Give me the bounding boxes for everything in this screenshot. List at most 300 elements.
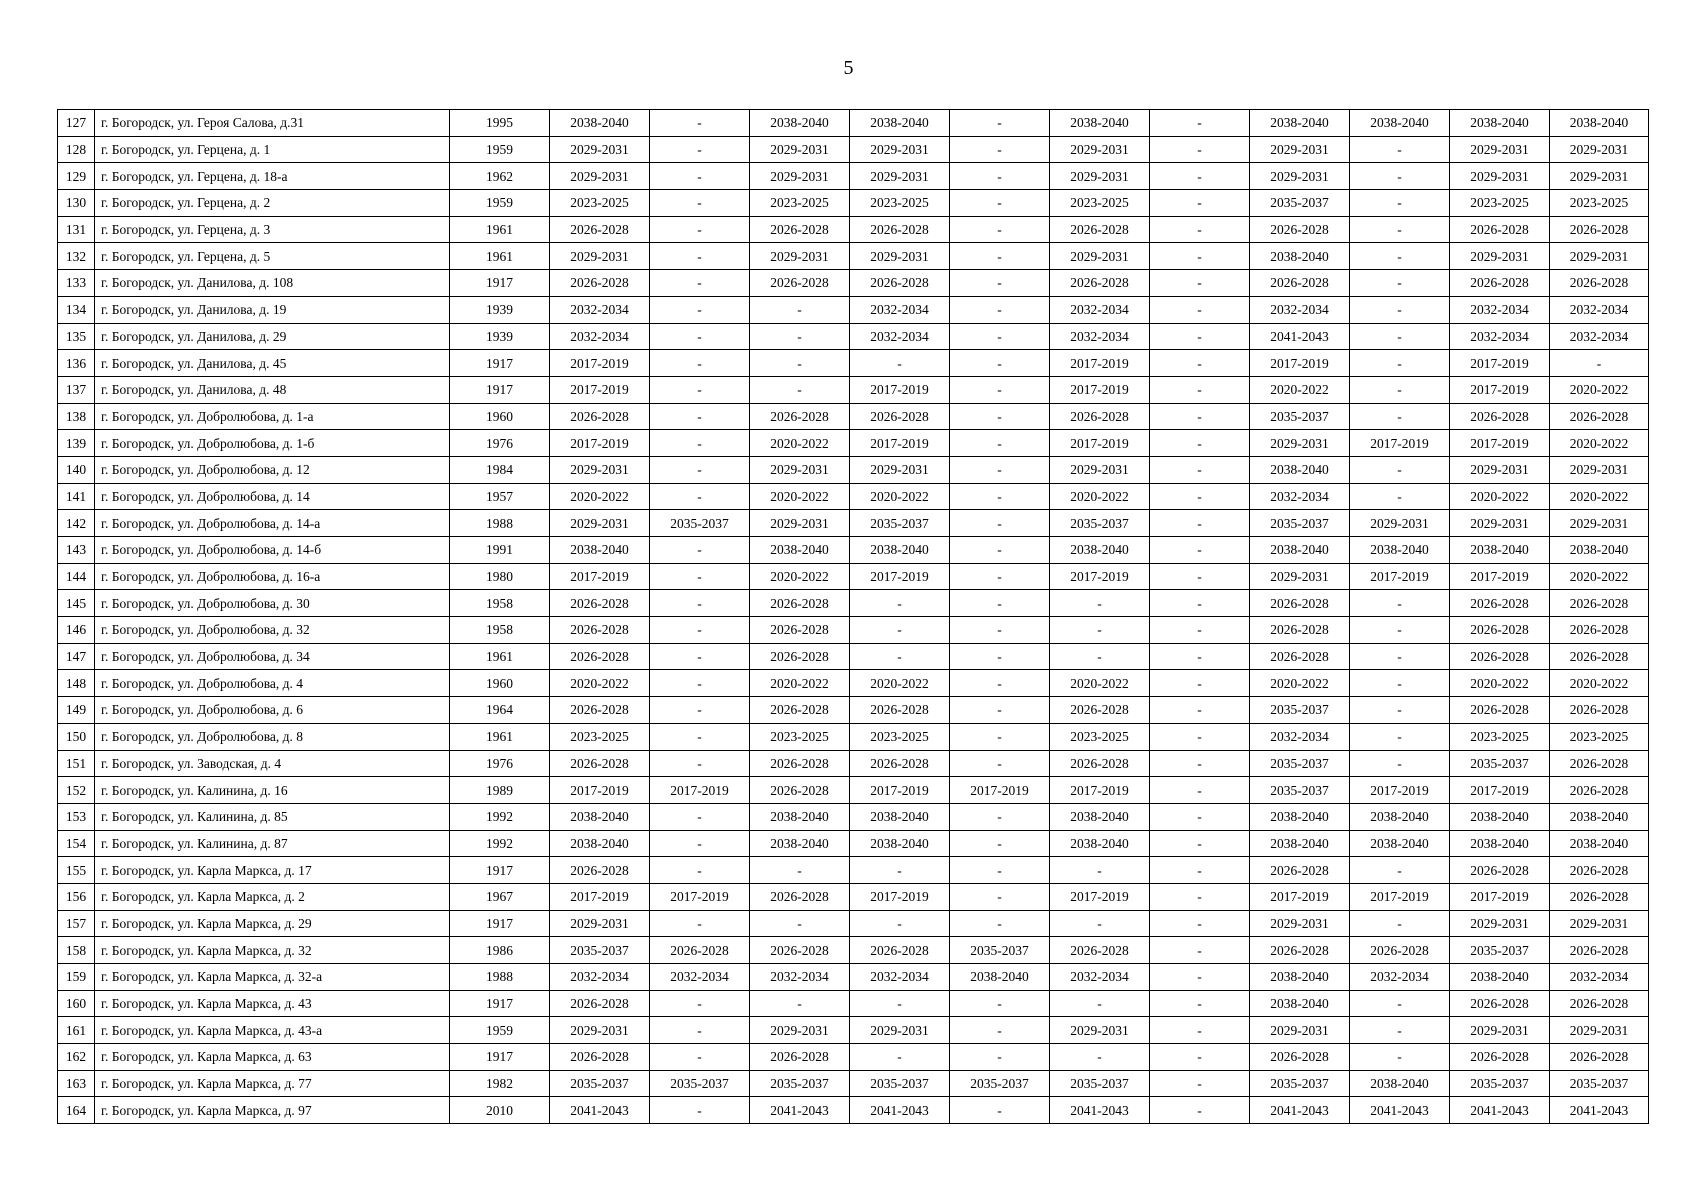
period-cell: 2029-2031 (1050, 136, 1150, 163)
period-cell: 2026-2028 (1550, 216, 1649, 243)
period-cell: 2029-2031 (1550, 136, 1649, 163)
row-number-cell: 158 (58, 937, 95, 964)
period-cell: - (850, 350, 950, 377)
period-cell: - (1350, 323, 1450, 350)
period-cell: 2020-2022 (1550, 483, 1649, 510)
period-cell: - (650, 1017, 750, 1044)
period-cell: - (950, 483, 1050, 510)
address-cell: г. Богородск, ул. Добролюбова, д. 16-а (95, 563, 450, 590)
row-number-cell: 135 (58, 323, 95, 350)
period-cell: 2017-2019 (1050, 430, 1150, 457)
period-cell: 2017-2019 (1450, 430, 1550, 457)
period-cell: 2029-2031 (1050, 243, 1150, 270)
period-cell: 2026-2028 (850, 270, 950, 297)
row-number-cell: 127 (58, 110, 95, 137)
table-row (58, 163, 1649, 190)
period-cell: - (950, 857, 1050, 884)
period-cell: 2026-2028 (1550, 990, 1649, 1017)
period-cell: - (950, 563, 1050, 590)
period-cell: 2020-2022 (1050, 483, 1150, 510)
year-cell: 1959 (450, 190, 550, 217)
period-cell: 2041-2043 (750, 1097, 850, 1124)
period-cell: - (1350, 857, 1450, 884)
period-cell: 2026-2028 (550, 617, 650, 644)
row-number-cell: 130 (58, 190, 95, 217)
period-cell: 2026-2028 (1450, 403, 1550, 430)
table-row (58, 1070, 1649, 1097)
period-cell: 2023-2025 (550, 190, 650, 217)
row-number-cell: 152 (58, 777, 95, 804)
period-cell: 2020-2022 (750, 563, 850, 590)
period-cell: 2029-2031 (550, 1017, 650, 1044)
period-cell: - (1150, 830, 1250, 857)
period-cell: 2026-2028 (1550, 270, 1649, 297)
period-cell: 2038-2040 (1250, 964, 1350, 991)
address-cell: г. Богородск, ул. Добролюбова, д. 12 (95, 456, 450, 483)
year-cell: 1964 (450, 697, 550, 724)
period-cell: - (650, 697, 750, 724)
period-cell: 2038-2040 (850, 830, 950, 857)
period-cell: 2038-2040 (950, 964, 1050, 991)
row-number-cell: 149 (58, 697, 95, 724)
period-cell: - (650, 270, 750, 297)
period-cell: 2029-2031 (850, 456, 950, 483)
period-cell: - (950, 110, 1050, 137)
period-cell: 2038-2040 (1450, 830, 1550, 857)
period-cell: 2029-2031 (750, 510, 850, 537)
period-cell: 2032-2034 (750, 964, 850, 991)
table-row (58, 697, 1649, 724)
period-cell: - (1350, 456, 1450, 483)
period-cell: 2026-2028 (1450, 857, 1550, 884)
period-cell: 2026-2028 (1450, 697, 1550, 724)
year-cell: 1992 (450, 803, 550, 830)
address-cell: г. Богородск, ул. Данилова, д. 48 (95, 376, 450, 403)
period-cell: - (1150, 403, 1250, 430)
year-cell: 1988 (450, 964, 550, 991)
period-cell: 2017-2019 (1350, 777, 1450, 804)
period-cell: 2038-2040 (750, 803, 850, 830)
period-cell: - (1150, 323, 1250, 350)
period-cell: 2026-2028 (1550, 937, 1649, 964)
period-cell: - (1050, 990, 1150, 1017)
row-number-cell: 139 (58, 430, 95, 457)
period-cell: - (950, 296, 1050, 323)
period-cell: 2029-2031 (1250, 563, 1350, 590)
year-cell: 1917 (450, 857, 550, 884)
period-cell: 2035-2037 (1250, 190, 1350, 217)
period-cell: - (950, 456, 1050, 483)
period-cell: - (1150, 910, 1250, 937)
row-number-cell: 137 (58, 376, 95, 403)
period-cell: 2035-2037 (650, 1070, 750, 1097)
year-cell: 1976 (450, 750, 550, 777)
period-cell: - (950, 537, 1050, 564)
address-cell: г. Богородск, ул. Данилова, д. 19 (95, 296, 450, 323)
period-cell: 2029-2031 (1550, 163, 1649, 190)
period-cell: 2032-2034 (850, 964, 950, 991)
address-cell: г. Богородск, ул. Добролюбова, д. 6 (95, 697, 450, 724)
period-cell: 2035-2037 (1450, 937, 1550, 964)
period-cell: 2029-2031 (1550, 243, 1649, 270)
period-cell: - (1350, 723, 1450, 750)
period-cell: - (1150, 1044, 1250, 1071)
period-cell: - (750, 910, 850, 937)
period-cell: 2026-2028 (1450, 216, 1550, 243)
period-cell: 2038-2040 (1250, 110, 1350, 137)
period-cell: 2026-2028 (850, 937, 950, 964)
address-cell: г. Богородск, ул. Добролюбова, д. 1-б (95, 430, 450, 457)
period-cell: 2017-2019 (1350, 430, 1450, 457)
period-cell: - (650, 990, 750, 1017)
period-cell: 2029-2031 (1450, 163, 1550, 190)
period-cell: 2041-2043 (1250, 323, 1350, 350)
period-cell: 2038-2040 (1250, 537, 1350, 564)
period-cell: - (650, 110, 750, 137)
year-cell: 1976 (450, 430, 550, 457)
period-cell: - (1350, 643, 1450, 670)
period-cell: 2026-2028 (1550, 590, 1649, 617)
period-cell: 2026-2028 (1050, 750, 1150, 777)
period-cell: - (1150, 883, 1250, 910)
period-cell: 2026-2028 (550, 643, 650, 670)
period-cell: 2029-2031 (750, 1017, 850, 1044)
row-number-cell: 156 (58, 883, 95, 910)
period-cell: 2038-2040 (1350, 830, 1450, 857)
period-cell: 2029-2031 (550, 243, 650, 270)
period-cell: - (750, 376, 850, 403)
period-cell: 2038-2040 (1250, 456, 1350, 483)
period-cell: - (1550, 350, 1649, 377)
table-row (58, 1017, 1649, 1044)
period-cell: 2026-2028 (1250, 857, 1350, 884)
period-cell: 2026-2028 (1550, 1044, 1649, 1071)
period-cell: 2023-2025 (1450, 190, 1550, 217)
period-cell: 2041-2043 (550, 1097, 650, 1124)
period-cell: 2020-2022 (1550, 670, 1649, 697)
table-row (58, 296, 1649, 323)
period-cell: - (1350, 350, 1450, 377)
period-cell: 2017-2019 (850, 430, 950, 457)
period-cell: 2029-2031 (1450, 910, 1550, 937)
period-cell: - (950, 803, 1050, 830)
period-cell: - (650, 803, 750, 830)
period-cell: 2041-2043 (1550, 1097, 1649, 1124)
year-cell: 1917 (450, 1044, 550, 1071)
period-cell: - (950, 510, 1050, 537)
period-cell: 2026-2028 (650, 937, 750, 964)
period-cell: - (750, 296, 850, 323)
period-cell: 2017-2019 (650, 777, 750, 804)
row-number-cell: 162 (58, 1044, 95, 1071)
address-cell: г. Богородск, ул. Добролюбова, д. 34 (95, 643, 450, 670)
period-cell: 2026-2028 (1550, 750, 1649, 777)
period-cell: 2026-2028 (1550, 617, 1649, 644)
period-cell: 2020-2022 (850, 483, 950, 510)
period-cell: 2017-2019 (1250, 883, 1350, 910)
period-cell: 2029-2031 (750, 136, 850, 163)
row-number-cell: 140 (58, 456, 95, 483)
period-cell: - (950, 163, 1050, 190)
period-cell: - (1150, 563, 1250, 590)
period-cell: - (1350, 697, 1450, 724)
period-cell: 2026-2028 (850, 750, 950, 777)
period-cell: 2029-2031 (1450, 243, 1550, 270)
table-row (58, 216, 1649, 243)
period-cell: 2029-2031 (550, 163, 650, 190)
year-cell: 1986 (450, 937, 550, 964)
year-cell: 1961 (450, 243, 550, 270)
period-cell: 2026-2028 (1250, 216, 1350, 243)
period-cell: 2038-2040 (1450, 537, 1550, 564)
period-cell: - (1350, 243, 1450, 270)
period-cell: 2026-2028 (550, 697, 650, 724)
period-cell: 2026-2028 (750, 270, 850, 297)
period-cell: 2026-2028 (1550, 643, 1649, 670)
period-cell: 2038-2040 (550, 803, 650, 830)
period-cell: 2026-2028 (550, 750, 650, 777)
period-cell: - (1150, 510, 1250, 537)
period-cell: - (850, 617, 950, 644)
period-cell: - (650, 590, 750, 617)
table-row (58, 136, 1649, 163)
period-cell: 2029-2031 (1450, 136, 1550, 163)
period-cell: - (950, 136, 1050, 163)
period-cell: - (650, 376, 750, 403)
period-cell: 2026-2028 (1450, 590, 1550, 617)
table-row (58, 403, 1649, 430)
period-cell: 2017-2019 (1250, 350, 1350, 377)
period-cell: 2029-2031 (850, 136, 950, 163)
period-cell: 2041-2043 (1050, 1097, 1150, 1124)
period-cell: - (1150, 350, 1250, 377)
period-cell: 2020-2022 (750, 430, 850, 457)
period-cell: 2017-2019 (850, 376, 950, 403)
period-cell: - (850, 590, 950, 617)
period-cell: - (750, 350, 850, 377)
period-cell: - (950, 1097, 1050, 1124)
year-cell: 1939 (450, 296, 550, 323)
period-cell: 2038-2040 (1250, 803, 1350, 830)
address-cell: г. Богородск, ул. Добролюбова, д. 14-б (95, 537, 450, 564)
period-cell: 2017-2019 (550, 350, 650, 377)
address-cell: г. Богородск, ул. Добролюбова, д. 32 (95, 617, 450, 644)
period-cell: 2026-2028 (1250, 617, 1350, 644)
row-number-cell: 133 (58, 270, 95, 297)
table-row (58, 510, 1649, 537)
period-cell: 2032-2034 (550, 296, 650, 323)
period-cell: - (850, 857, 950, 884)
period-cell: - (1350, 750, 1450, 777)
year-cell: 1961 (450, 643, 550, 670)
period-cell: 2029-2031 (1450, 456, 1550, 483)
period-cell: 2032-2034 (1350, 964, 1450, 991)
period-cell: 2026-2028 (1250, 1044, 1350, 1071)
period-cell: 2035-2037 (1050, 1070, 1150, 1097)
period-cell: 2017-2019 (550, 430, 650, 457)
period-cell: - (1350, 590, 1450, 617)
address-cell: г. Богородск, ул. Калинина, д. 85 (95, 803, 450, 830)
period-cell: 2029-2031 (1250, 163, 1350, 190)
row-number-cell: 132 (58, 243, 95, 270)
period-cell: 2017-2019 (550, 777, 650, 804)
table-row (58, 643, 1649, 670)
year-cell: 1961 (450, 723, 550, 750)
period-cell: - (1150, 857, 1250, 884)
row-number-cell: 143 (58, 537, 95, 564)
year-cell: 1967 (450, 883, 550, 910)
row-number-cell: 164 (58, 1097, 95, 1124)
period-cell: 2029-2031 (1050, 456, 1150, 483)
period-cell: 2017-2019 (1050, 376, 1150, 403)
period-cell: 2041-2043 (1250, 1097, 1350, 1124)
period-cell: 2026-2028 (1450, 270, 1550, 297)
period-cell: 2017-2019 (850, 883, 950, 910)
period-cell: - (650, 670, 750, 697)
period-cell: 2041-2043 (850, 1097, 950, 1124)
period-cell: 2026-2028 (850, 216, 950, 243)
period-cell: - (1350, 670, 1450, 697)
row-number-cell: 131 (58, 216, 95, 243)
period-cell: 2026-2028 (750, 777, 850, 804)
period-cell: - (1350, 216, 1450, 243)
address-cell: г. Богородск, ул. Карла Маркса, д. 32 (95, 937, 450, 964)
period-cell: - (1350, 403, 1450, 430)
address-cell: г. Богородск, ул. Карла Маркса, д. 43-а (95, 1017, 450, 1044)
period-cell: 2020-2022 (1050, 670, 1150, 697)
address-cell: г. Богородск, ул. Герцена, д. 18-а (95, 163, 450, 190)
year-cell: 1984 (450, 456, 550, 483)
address-cell: г. Богородск, ул. Карла Маркса, д. 17 (95, 857, 450, 884)
period-cell: - (650, 643, 750, 670)
period-cell: - (1150, 1070, 1250, 1097)
period-cell: 2026-2028 (1050, 270, 1150, 297)
row-number-cell: 148 (58, 670, 95, 697)
period-cell: - (850, 643, 950, 670)
period-cell: 2029-2031 (1250, 1017, 1350, 1044)
row-number-cell: 141 (58, 483, 95, 510)
address-cell: г. Богородск, ул. Добролюбова, д. 4 (95, 670, 450, 697)
period-cell: - (1150, 190, 1250, 217)
period-cell: - (950, 910, 1050, 937)
period-cell: 2029-2031 (1050, 163, 1150, 190)
period-cell: 2029-2031 (1450, 1017, 1550, 1044)
period-cell: 2038-2040 (550, 110, 650, 137)
period-cell: - (950, 1017, 1050, 1044)
period-cell: 2038-2040 (550, 537, 650, 564)
period-cell: - (850, 1044, 950, 1071)
period-cell: 2017-2019 (550, 376, 650, 403)
period-cell: - (950, 190, 1050, 217)
period-cell: 2038-2040 (1250, 830, 1350, 857)
period-cell: - (1350, 136, 1450, 163)
period-cell: - (1350, 483, 1450, 510)
period-cell: 2017-2019 (1050, 777, 1150, 804)
period-cell: - (1150, 964, 1250, 991)
period-cell: - (1350, 990, 1450, 1017)
period-cell: - (1150, 990, 1250, 1017)
year-cell: 1989 (450, 777, 550, 804)
period-cell: - (1150, 697, 1250, 724)
period-cell: - (1150, 777, 1250, 804)
table-row (58, 430, 1649, 457)
period-cell: 2029-2031 (550, 910, 650, 937)
table-row (58, 617, 1649, 644)
row-number-cell: 157 (58, 910, 95, 937)
period-cell: 2020-2022 (750, 483, 850, 510)
table-row (58, 483, 1649, 510)
period-cell: - (650, 163, 750, 190)
year-cell: 1939 (450, 323, 550, 350)
period-cell: 2038-2040 (1050, 537, 1150, 564)
period-cell: - (650, 563, 750, 590)
period-cell: 2029-2031 (750, 456, 850, 483)
period-cell: - (950, 430, 1050, 457)
address-cell: г. Богородск, ул. Добролюбова, д. 14-а (95, 510, 450, 537)
period-cell: 2026-2028 (750, 750, 850, 777)
period-cell: 2032-2034 (1250, 723, 1350, 750)
period-cell: - (650, 430, 750, 457)
period-cell: 2020-2022 (750, 670, 850, 697)
period-cell: 2038-2040 (1350, 1070, 1450, 1097)
table-row (58, 110, 1649, 137)
period-cell: 2023-2025 (1450, 723, 1550, 750)
period-cell: 2032-2034 (1250, 483, 1350, 510)
period-cell: - (650, 243, 750, 270)
period-cell: 2029-2031 (1050, 1017, 1150, 1044)
period-cell: 2026-2028 (850, 697, 950, 724)
row-number-cell: 147 (58, 643, 95, 670)
period-cell: - (950, 883, 1050, 910)
period-cell: 2023-2025 (550, 723, 650, 750)
period-cell: - (1150, 163, 1250, 190)
period-cell: - (1150, 136, 1250, 163)
table-row (58, 910, 1649, 937)
period-cell: - (950, 403, 1050, 430)
period-cell: 2023-2025 (850, 190, 950, 217)
period-cell: - (950, 830, 1050, 857)
period-cell: 2017-2019 (850, 563, 950, 590)
address-cell: г. Богородск, ул. Калинина, д. 16 (95, 777, 450, 804)
period-cell: 2038-2040 (750, 537, 850, 564)
row-number-cell: 136 (58, 350, 95, 377)
period-cell: 2035-2037 (850, 1070, 950, 1097)
period-cell: 2035-2037 (1550, 1070, 1649, 1097)
period-cell: - (950, 723, 1050, 750)
address-cell: г. Богородск, ул. Героя Салова, д.31 (95, 110, 450, 137)
period-cell: 2029-2031 (550, 510, 650, 537)
row-number-cell: 151 (58, 750, 95, 777)
period-cell: 2020-2022 (1550, 563, 1649, 590)
table-row (58, 937, 1649, 964)
period-cell: 2038-2040 (1350, 537, 1450, 564)
period-cell: 2026-2028 (550, 990, 650, 1017)
period-cell: - (950, 643, 1050, 670)
period-cell: 2026-2028 (750, 697, 850, 724)
row-number-cell: 146 (58, 617, 95, 644)
period-cell: - (1150, 803, 1250, 830)
period-cell: - (850, 910, 950, 937)
period-cell: 2038-2040 (1450, 803, 1550, 830)
period-cell: - (950, 617, 1050, 644)
period-cell: 2026-2028 (1550, 883, 1649, 910)
period-cell: 2038-2040 (1050, 110, 1150, 137)
period-cell: 2038-2040 (1450, 964, 1550, 991)
year-cell: 1991 (450, 537, 550, 564)
row-number-cell: 150 (58, 723, 95, 750)
period-cell: 2035-2037 (950, 1070, 1050, 1097)
period-cell: - (650, 723, 750, 750)
